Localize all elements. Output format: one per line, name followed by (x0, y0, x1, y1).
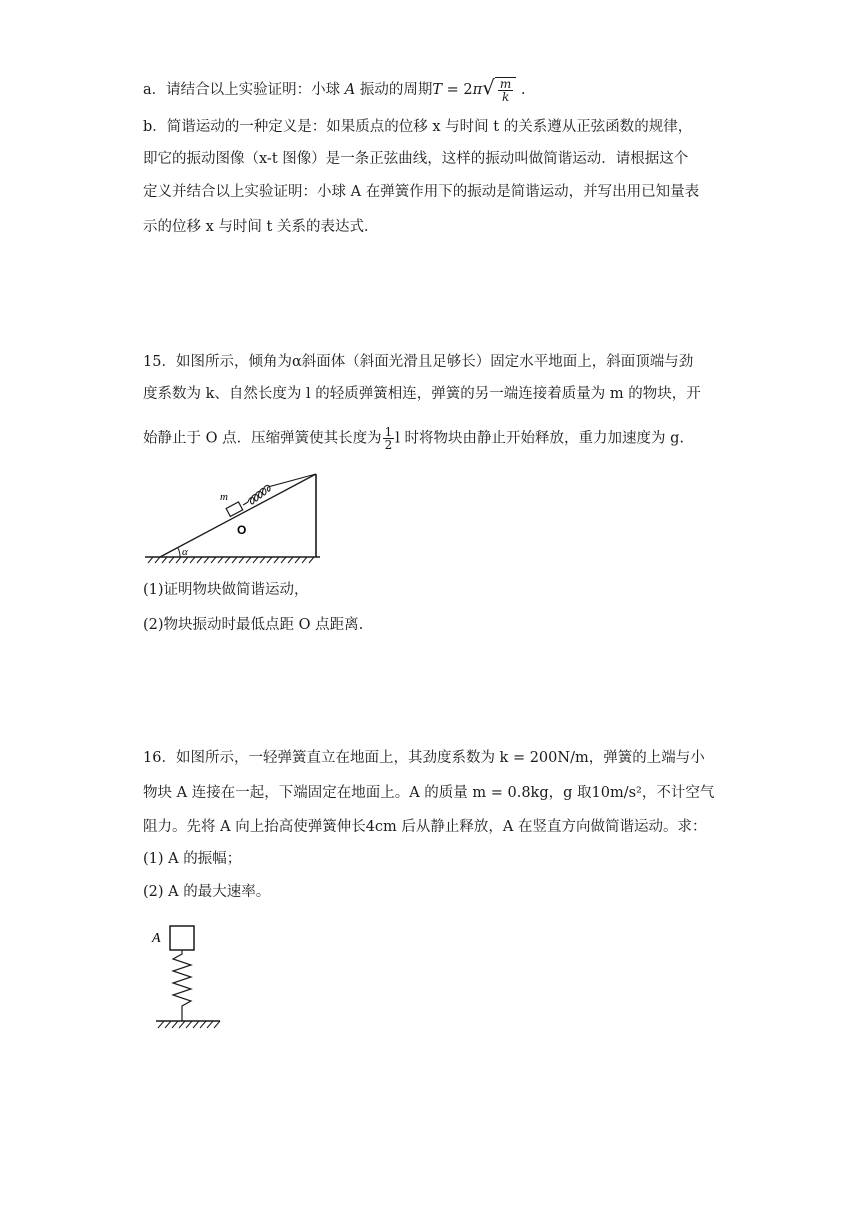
incline-surface (160, 474, 316, 557)
part-b-line-3: 定义并结合以上实验证明：小球 A 在弹簧作用下的振动是简谐运动，并写出用已知量表 (143, 184, 700, 200)
part-a-prefix: a．请结合以上实验证明：小球 (143, 82, 345, 98)
q15-line-2: 度系数为 k、自然长度为 l 的轻质弹簧相连，弹簧的另一端连接着质量为 m 的物块，开 (143, 386, 701, 402)
formula-pi: π (472, 82, 483, 98)
vertical-spring (173, 950, 191, 1021)
vertical-spring-figure (148, 922, 228, 1034)
q15-sub-2: (2)物块振动时最低点距 O 点距离. (143, 617, 364, 633)
q15-fraction-den: 2 (384, 438, 393, 452)
formula-fraction (498, 78, 513, 103)
block-a (170, 926, 194, 950)
q15-fraction (383, 426, 395, 451)
label-m: m (220, 491, 228, 503)
part-b-line-2: 即它的振动图像（x-t 图像）是一条正弦曲线，这样的振动叫做简谐运动．请根据这个 (143, 151, 689, 167)
q15-line-3 (143, 426, 723, 451)
part-a-middle: 振动的周期 (355, 82, 433, 98)
q16-sub-2: (2) A 的最大速率。 (143, 884, 271, 900)
formula-eq: = 2 (442, 82, 473, 98)
incline-diagram (140, 462, 330, 567)
label-alpha: α (182, 546, 188, 558)
formula-t: T (432, 82, 443, 98)
q16-line-1: 16．如图所示，一轻弹簧直立在地面上，其劲度系数为 k = 200N/m，弹簧的上端与小 (143, 750, 705, 766)
incline-figure (140, 462, 330, 567)
fraction-numerator: m (499, 77, 512, 91)
part-b-line-1: b．简谐运动的一种定义是：如果质点的位移 x 与时间 t 的关系遵从正弦函数的规律， (143, 119, 693, 135)
spring-coil (243, 474, 316, 505)
q16-line-3: 阻力。先将 A 向上抬高使弹簧伸长4cm 后从静止释放，A 在竖直方向做简谐运动。求： (143, 819, 707, 835)
q15-sub-1: (1)证明物块做简谐运动， (143, 582, 309, 598)
vertical-spring-diagram (148, 922, 228, 1034)
fraction-denominator: k (501, 90, 510, 104)
base-hatching (158, 1021, 220, 1028)
q15-fraction-num: 1 (384, 425, 393, 439)
q16-sub-1: (1) A 的振幅； (143, 851, 242, 867)
q15-line-3-post: l 时将物块由静止开始释放，重力加速度为 g. (395, 430, 684, 447)
sqrt-formula: √ $\frac{m}{k}$ (482, 77, 516, 103)
q15-line-1: 15．如图所示，倾角为α斜面体（斜面光滑且足够长）固定水平地面上，斜面顶端与劲 (143, 354, 694, 370)
part-a-var-a: A (344, 82, 356, 98)
q15-line-3-pre: 始静止于 O 点．压缩弹簧使其长度为 (143, 430, 382, 447)
angle-arc (178, 548, 180, 557)
label-o: O (237, 523, 247, 537)
part-b-line-4: 示的位移 x 与时间 t 关系的表达式． (143, 219, 379, 235)
label-a: A (152, 931, 161, 946)
q16-line-2: 物块 A 连接在一起，下端固定在地面上。A 的质量 m = 0.8kg，g 取10m/s²，不计空气 (143, 785, 715, 801)
ground-hatching (148, 557, 314, 563)
part-a-suffix: . (516, 82, 526, 98)
part-a-text (143, 77, 723, 103)
